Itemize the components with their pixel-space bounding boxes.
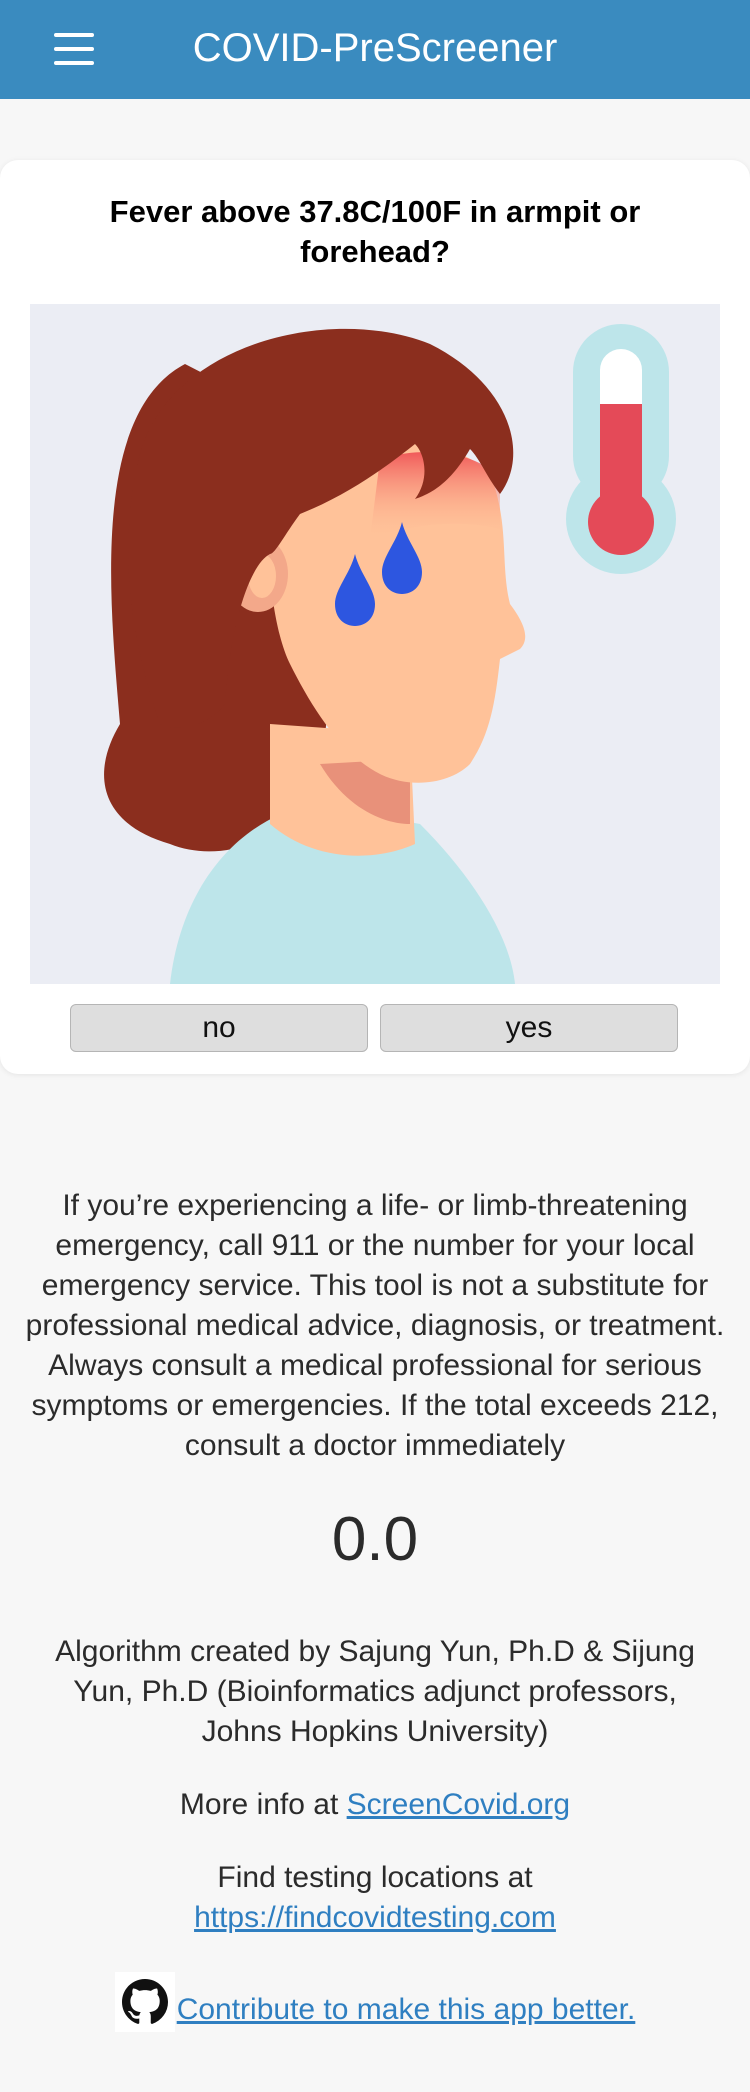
no-button[interactable]: no <box>70 1004 368 1052</box>
total-score: 0.0 <box>331 1505 419 1574</box>
yes-button[interactable]: yes <box>380 1004 678 1052</box>
github-logo-svg <box>122 1979 168 2025</box>
testing-label: Find testing locations at <box>217 1861 533 1894</box>
testing-locations <box>0 1858 750 1938</box>
contribute-link[interactable]: Contribute to make this app better. <box>176 1993 636 2026</box>
illustration-svg <box>30 304 720 984</box>
more-info <box>0 1785 750 1825</box>
findcovidtesting-link[interactable]: https://findcovidtesting.com <box>194 1901 556 1934</box>
question-card <box>0 160 750 1074</box>
screencovid-link[interactable]: ScreenCovid.org <box>346 1788 571 1821</box>
fever-woman-thermometer-illustration <box>30 304 720 984</box>
thermometer-bulb <box>588 489 654 555</box>
algorithm-credits: Algorithm created by Sajung Yun, Ph.D & Sijung Yun, Ph.D (Bioinformatics adjunct professors, Johns Hopkins University) <box>55 1635 695 1748</box>
more-info-label: More info at <box>179 1788 347 1821</box>
contribute-row <box>0 1968 750 2032</box>
emergency-disclaimer: If you’re experiencing a life- or limb-threatening emergency, call 911 or the number for your local emergency service. This tool is not a substitute for professional medical advice, diagnosis, or treatment. Always consult a medical professional for serious symptoms or emergencies. If the total exceeds 212, consult a doctor immediately <box>25 1189 725 1462</box>
app-bar <box>0 0 750 99</box>
app-title: COVID-PreScreener <box>192 26 558 70</box>
github-icon[interactable] <box>115 1972 175 2032</box>
question-text: Fever above 37.8C/100F in armpit or forehead? <box>109 194 641 269</box>
